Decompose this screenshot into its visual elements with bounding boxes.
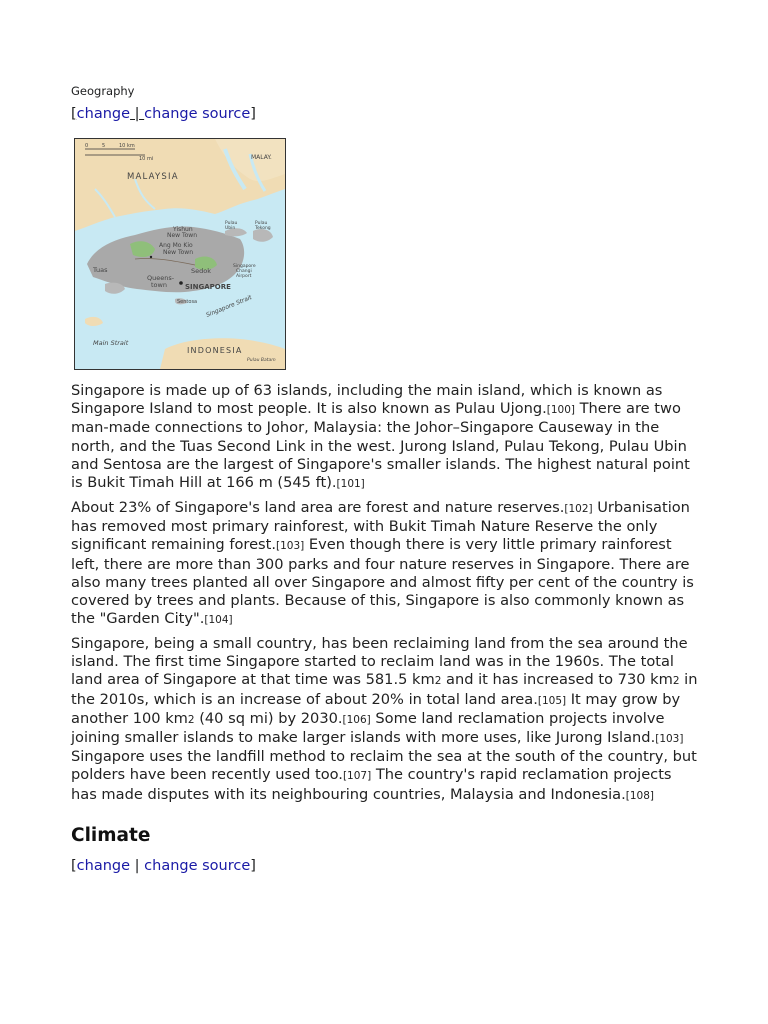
map-label-sentosa: Sentosa (177, 299, 198, 305)
text: in the 2010s, which is an increase of about 20% in total land area. (71, 671, 698, 708)
map-label-changi-1: Singapore (233, 264, 256, 269)
map-label-pulau-batam: Pulau Batam (247, 358, 276, 363)
scale-5-label: 5 (102, 143, 106, 149)
text: Even though there is very little primary rainforest left, there are more than 300 parks and four nature reserves in Singapore. There are also many trees planted all over Singapore and almost fifty per cent of the country is covered by trees and plants. Because of this, Singapore is also commonly known as the "Garden City". (71, 536, 694, 628)
map-label-queenstown-2: town (151, 281, 167, 289)
citation-108[interactable]: [108] (625, 789, 654, 802)
map-label-yishun-1: Yishun (173, 226, 193, 233)
map-label-queenstown-1: Queens- (147, 274, 175, 282)
scale-10mi-label: 10 mi (139, 156, 154, 162)
scale-0-label: 0 (85, 143, 89, 149)
map-label-pulau-tekong-1: Pulau (255, 221, 268, 226)
change-source-link[interactable]: change source (144, 106, 251, 122)
bracket-close: ] (250, 106, 256, 122)
citation-104[interactable]: [104] (204, 614, 233, 627)
change-link[interactable]: change (76, 858, 131, 874)
superscript-2: 2 (672, 675, 680, 688)
citation-102[interactable]: [102] (564, 503, 593, 515)
text: It may grow by another 100 km (71, 690, 681, 727)
citation-106[interactable]: [106] (342, 713, 371, 726)
text: Urbanisation has removed most primary rainforest, with Bukit Timah Nature Reserve the only significant remaining forest. (71, 499, 690, 554)
map-label-singapore-strait: Singapore Strait (205, 294, 253, 319)
map-label-main-strait: Main Strait (93, 339, 129, 347)
superscript-2: 2 (434, 675, 442, 688)
change-source-link[interactable]: change source (144, 858, 251, 874)
citation-107[interactable]: [107] (342, 770, 372, 783)
map-svg (75, 139, 285, 369)
link-separator: | (130, 858, 145, 874)
paragraph-reclamation (71, 635, 701, 805)
scale-10km-label: 10 km (119, 143, 135, 149)
citation-101[interactable]: [101] (336, 478, 365, 491)
map-label-angmokio-2: New Town (163, 249, 194, 256)
text: The country's rapid reclamation projects has made disputes with its neighbouring countries, Malaysia and Indonesia. (71, 766, 672, 803)
text: Singapore, being a small country, has been reclaiming land from the sea around the island. The first time Singapore started to reclaim land was in the 1960s. The total land area of Singapore at that time was 581.5 km (71, 635, 688, 689)
climate-heading: Climate (71, 825, 151, 846)
change-link[interactable]: change (76, 106, 131, 122)
bracket-close: ] (250, 858, 256, 874)
superscript-2: 2 (187, 713, 195, 726)
map-label-yishun-2: New Town (167, 232, 198, 239)
text: About 23% of Singapore's land area are forest and nature reserves. (71, 499, 565, 516)
bracket-open: [ (71, 858, 77, 874)
text: There are two man-made connections to Johor, Malaysia: the Johor–Singapore Causeway in the north, and the Tuas Second Link in the west. Jurong Island, Pulau Tekong, Pulau Ubin and Sentosa are the largest of Singapore's smaller islands. The highest natural point is Bukit Timah Hill at 166 m (545 ft). (71, 400, 690, 492)
citation-105[interactable]: [105] (537, 694, 567, 707)
map-label-pulau-ubin-1: Pulau (225, 221, 238, 226)
text: Singapore uses the landfill method to reclaim the sea at the south of the country, but polders have been recently used too. (71, 748, 697, 784)
map-label-indonesia: INDONESIA (187, 346, 243, 355)
map-label-angmokio-1: Ang Mo Kio (159, 242, 193, 249)
map-label-changi-3: Airport (236, 274, 252, 279)
citation-103b[interactable]: [103] (655, 733, 684, 746)
map-label-sedok: Sedok (191, 267, 211, 275)
singapore-map-image[interactable] (74, 138, 286, 370)
map-label-singapore: SINGAPORE (185, 283, 231, 291)
map-label-malay: MALAY. (251, 154, 272, 161)
citation-103[interactable]: [103] (276, 540, 305, 553)
map-label-changi-2: Changi (236, 269, 252, 274)
text: (40 sq mi) by 2030. (194, 709, 343, 727)
edit-links-climate (71, 858, 256, 874)
paragraph-islands (71, 382, 701, 493)
bracket-open: [ (71, 106, 77, 122)
link-separator: | (130, 106, 145, 122)
text: Some land reclamation projects involve joining smaller islands to make larger islands with more uses, like Jurong Island. (71, 709, 665, 747)
paragraph-forest (71, 499, 701, 629)
map-label-pulau-tekong-2: Tekong (255, 226, 271, 231)
map-label-malaysia: MALAYSIA (127, 172, 179, 182)
text: Singapore is made up of 63 islands, including the main island, which is known as Singapore Island to most people. It is also known as Pulau Ujong. (71, 382, 663, 418)
edit-links-geography (71, 106, 256, 122)
map-label-tuas: Tuas (93, 266, 108, 274)
map-label-pulau-ubin-2: Ubin (225, 226, 236, 231)
text: and it has increased to 730 km (441, 671, 673, 689)
section-label: Geography (71, 84, 135, 98)
citation-100[interactable]: [100] (546, 404, 575, 417)
